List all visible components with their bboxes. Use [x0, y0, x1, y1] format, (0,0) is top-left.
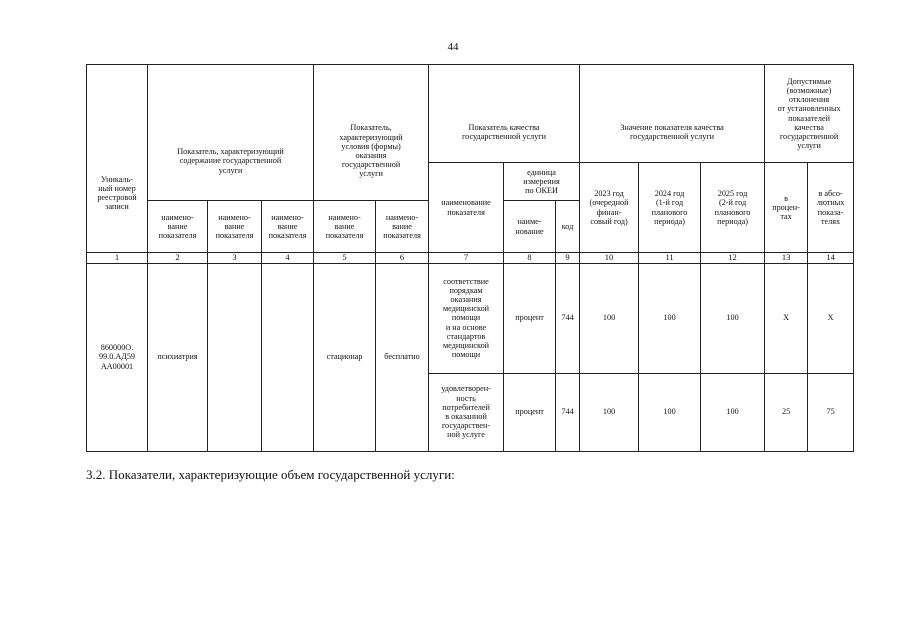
header-registry-number: Уникаль- ный номер реестровой записи	[87, 65, 148, 253]
column-number: 5	[314, 253, 376, 264]
content-indicator-3-cell	[262, 263, 314, 451]
value-2023-cell: 100	[580, 373, 639, 451]
value-2025-cell: 100	[701, 263, 765, 373]
column-number: 1	[87, 253, 148, 264]
registry-number-cell: 860000О. 99.0.АД59 АА00001	[87, 263, 148, 451]
value-2024-cell: 100	[639, 263, 701, 373]
deviation-absolute-cell: 75	[808, 373, 854, 451]
header-indicator-name: наименование показателя	[429, 163, 504, 253]
quality-indicator-name-cell: соответствие порядкам оказания медицинской помощи и на основе стандартов медицинской помощи	[429, 263, 504, 373]
header-unit-code: код	[556, 201, 580, 253]
column-numbers-row	[87, 253, 854, 264]
header-sub-name-1: наимено- вание показателя	[148, 201, 208, 253]
condition-indicator-1-cell: стационар	[314, 263, 376, 451]
header-sub-name-4: наимено- вание показателя	[314, 201, 376, 253]
header-year-2025: 2025 год (2-й год планового периода)	[701, 163, 765, 253]
value-2024-cell: 100	[639, 373, 701, 451]
section-heading: 3.2. Показатели, характеризующие объем государственной услуги:	[86, 467, 455, 482]
column-number: 9	[556, 253, 580, 264]
value-2023-cell: 100	[580, 263, 639, 373]
value-2025-cell: 100	[701, 373, 765, 451]
column-number: 8	[504, 253, 556, 264]
unit-code-cell: 744	[556, 373, 580, 451]
header-sub-name-5: наимено- вание показателя	[376, 201, 429, 253]
quality-indicator-name-cell: удовлетворен- ность потребителей в оказанной государствен- ной услуге	[429, 373, 504, 451]
content-indicator-1-cell: психиатрия	[148, 263, 208, 451]
column-number: 14	[808, 253, 854, 264]
column-number: 7	[429, 253, 504, 264]
header-year-2023: 2023 год (очередной финан- совый год)	[580, 163, 639, 253]
column-number: 6	[376, 253, 429, 264]
header-quality-indicator: Показатель качества государственной услуги	[429, 65, 580, 163]
unit-name-cell: процент	[504, 373, 556, 451]
header-sub-name-3: наимено- вание показателя	[262, 201, 314, 253]
column-number: 3	[208, 253, 262, 264]
header-year-2024: 2024 год (1-й год планового периода)	[639, 163, 701, 253]
unit-code-cell: 744	[556, 263, 580, 373]
condition-indicator-2-cell: бесплатно	[376, 263, 429, 451]
quality-indicators-table	[86, 64, 854, 452]
deviation-absolute-cell: X	[808, 263, 854, 373]
page-number: 44	[447, 41, 459, 53]
header-quality-value: Значение показателя качества государственной услуги	[580, 65, 765, 163]
header-in-percent: в процен- тах	[765, 163, 808, 253]
column-number: 11	[639, 253, 701, 264]
column-number: 4	[262, 253, 314, 264]
deviation-percent-cell: 25	[765, 373, 808, 451]
column-number: 10	[580, 253, 639, 264]
header-deviation: Допустимые (возможные) отклонения от установленных показателей качества государственной услуги	[765, 65, 854, 163]
header-content-indicator: Показатель, характеризующий содержание государственной услуги	[148, 65, 314, 201]
header-in-absolute: в абсо- лютных показа- телях	[808, 163, 854, 253]
column-number: 2	[148, 253, 208, 264]
deviation-percent-cell: X	[765, 263, 808, 373]
column-number: 12	[701, 253, 765, 264]
header-conditions-indicator: Показатель, характеризующий условия (формы) оказания государственной услуги	[314, 65, 429, 201]
unit-name-cell: процент	[504, 263, 556, 373]
table-row	[87, 263, 854, 373]
column-number: 13	[765, 253, 808, 264]
header-sub-name-2: наимено- вание показателя	[208, 201, 262, 253]
content-indicator-2-cell	[208, 263, 262, 451]
header-unit-name: наиме- нование	[504, 201, 556, 253]
header-unit-okei: единица измерения по ОКЕИ	[504, 163, 580, 201]
